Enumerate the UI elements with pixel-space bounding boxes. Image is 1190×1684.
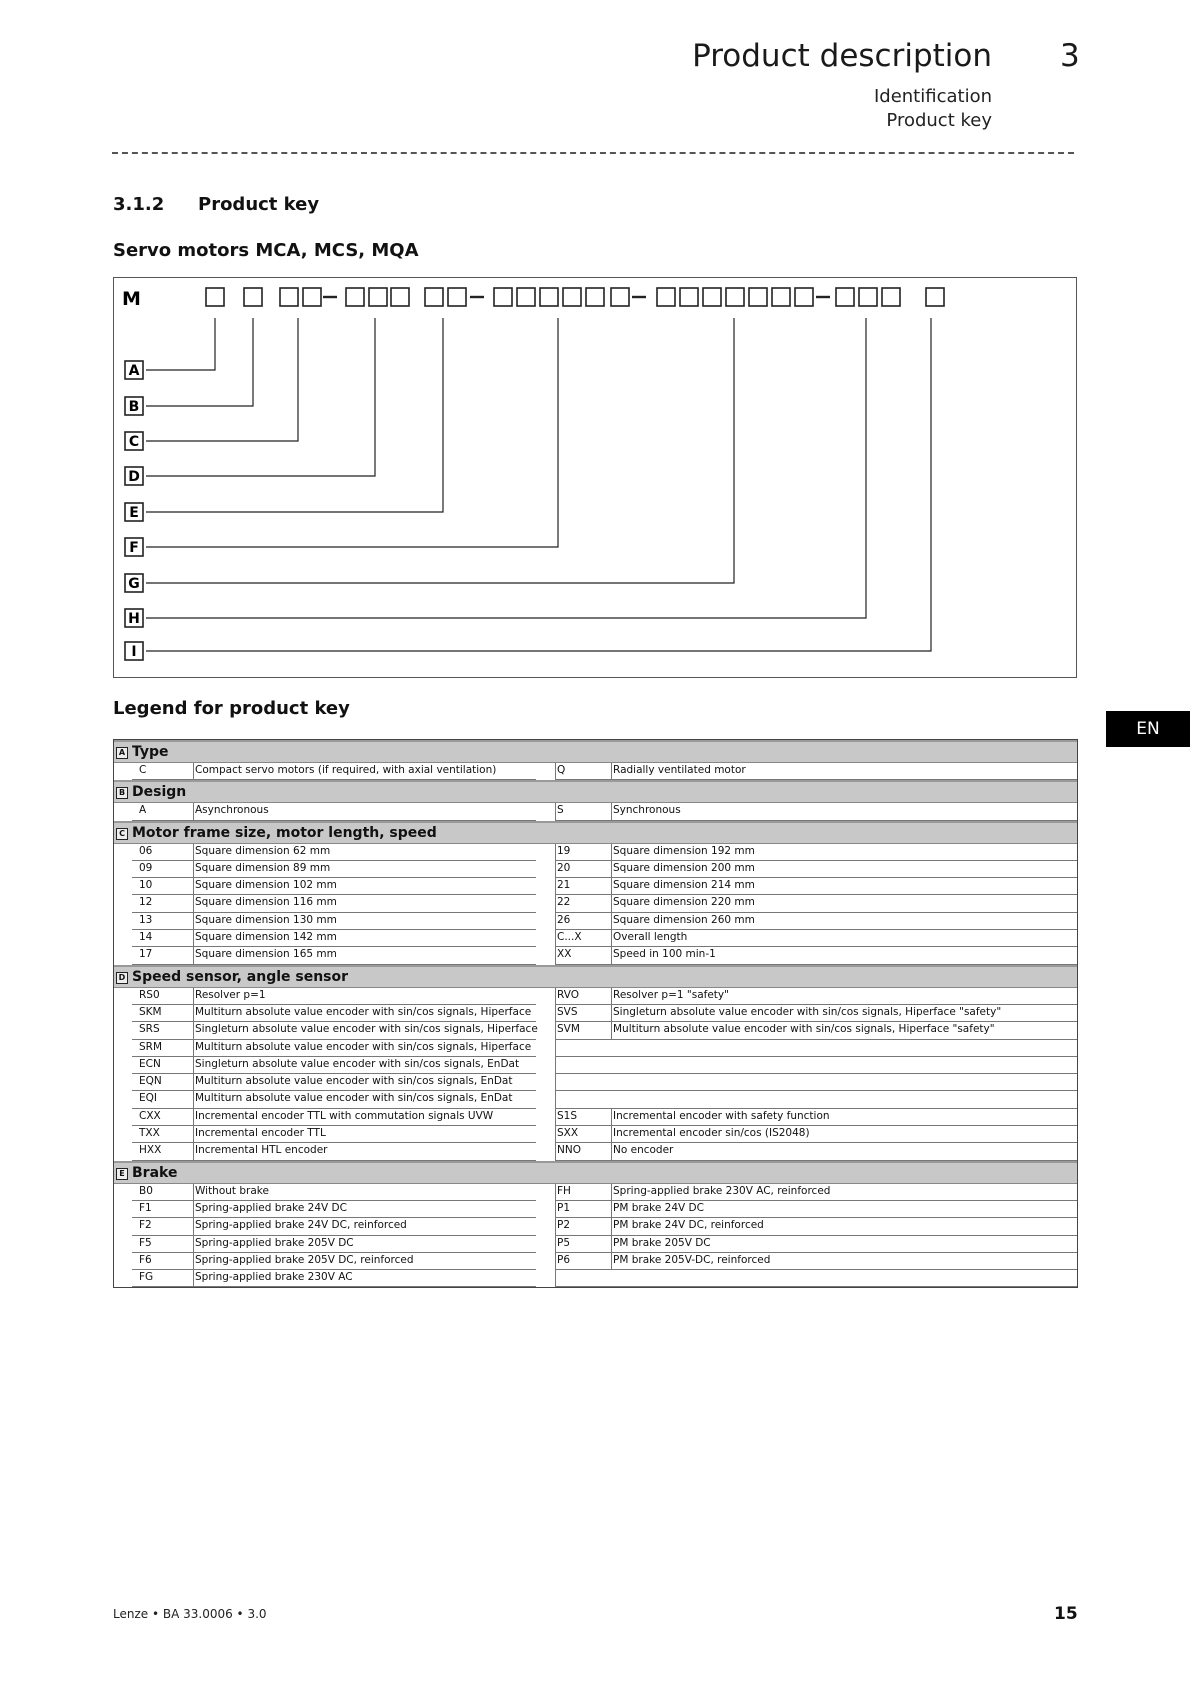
- legend-heading: Legend for product key: [113, 698, 350, 719]
- left-description: Incremental HTL encoder: [195, 1144, 328, 1157]
- cell-rule: [193, 1201, 194, 1218]
- cell-rule: [611, 1236, 612, 1253]
- legend-row: [114, 1184, 1077, 1201]
- key-label-letter: H: [128, 611, 140, 627]
- left-code: 10: [139, 879, 153, 892]
- legend-row: [114, 878, 1077, 895]
- cell-rule: [132, 1286, 536, 1287]
- key-digit-box: [657, 288, 675, 306]
- cell-rule: [611, 930, 612, 947]
- key-label-letter: B: [128, 399, 140, 415]
- cell-rule: [193, 1143, 194, 1160]
- right-code: S: [557, 804, 564, 817]
- left-code: 12: [139, 896, 153, 909]
- header-subtitle-1: Identification: [873, 86, 992, 107]
- cell-rule: [555, 861, 556, 878]
- page-number: 15: [1054, 1604, 1078, 1624]
- right-code: P5: [557, 1236, 571, 1249]
- cell-rule: [611, 1201, 612, 1218]
- cell-rule: [555, 1057, 556, 1074]
- legend-row: [114, 803, 1077, 820]
- key-digit-box: [206, 288, 224, 306]
- key-label-letter: A: [128, 363, 140, 379]
- left-description: Compact servo motors (if required, with axial ventilation): [195, 764, 497, 776]
- right-code: 19: [557, 844, 571, 857]
- left-code: 13: [139, 913, 153, 926]
- product-key-diagram: [113, 277, 1077, 678]
- left-description: Multiturn absolute value encoder with sin/cos signals, EnDat: [195, 1092, 513, 1105]
- cell-rule: [555, 1022, 556, 1039]
- right-code: 22: [557, 896, 571, 909]
- right-description: Square dimension 192 mm: [613, 844, 755, 857]
- key-digit-box: [772, 288, 790, 306]
- left-code: EQN: [139, 1075, 162, 1088]
- key-label-letter: I: [131, 644, 137, 660]
- cell-rule: [555, 947, 556, 964]
- cell-rule: [132, 1160, 536, 1161]
- cell-rule: [611, 988, 612, 1005]
- left-description: Multiturn absolute value encoder with sin/cos signals, Hiperface: [195, 1040, 532, 1053]
- key-label-letter: G: [128, 576, 140, 592]
- right-code: Q: [557, 764, 566, 776]
- legend-row: [114, 1091, 1077, 1108]
- section-letter-badge: C: [116, 828, 128, 840]
- cell-rule: [132, 964, 536, 965]
- right-code: NNO: [557, 1144, 581, 1157]
- key-digit-box: [391, 288, 409, 306]
- key-leader-line: [146, 318, 375, 476]
- key-digit-box: [303, 288, 321, 306]
- cell-rule: [555, 913, 556, 930]
- left-code: SRS: [139, 1023, 160, 1036]
- right-description: PM brake 205V-DC, reinforced: [613, 1253, 771, 1266]
- cell-rule: [555, 1286, 1077, 1287]
- cell-rule: [555, 1040, 556, 1057]
- legend-row: [114, 1005, 1077, 1022]
- left-code: A: [139, 804, 147, 817]
- subheading: Servo motors MCA, MCS, MQA: [113, 240, 419, 261]
- section-title: Brake: [132, 1164, 178, 1181]
- left-code: FG: [139, 1271, 154, 1284]
- right-code: SXX: [557, 1127, 579, 1140]
- legend-row: [114, 1270, 1077, 1287]
- left-description: Spring-applied brake 205V DC: [195, 1236, 354, 1249]
- section-title: Design: [132, 784, 187, 801]
- legend-row: [114, 913, 1077, 930]
- cell-rule: [555, 1201, 556, 1218]
- right-description: Square dimension 200 mm: [613, 861, 755, 874]
- legend-row: [114, 763, 1077, 780]
- right-description: Singleturn absolute value encoder with sin/cos signals, Hiperface "safety": [613, 1005, 1002, 1018]
- cell-rule: [555, 930, 556, 947]
- left-description: Without brake: [195, 1184, 269, 1197]
- right-description: PM brake 205V DC: [613, 1236, 711, 1249]
- cell-rule: [611, 1218, 612, 1235]
- left-description: Spring-applied brake 230V AC: [195, 1271, 353, 1284]
- section-title: Motor frame size, motor length, speed: [132, 824, 437, 841]
- legend-row: [114, 1040, 1077, 1057]
- right-code: 26: [557, 913, 571, 926]
- key-leader-line: [146, 318, 443, 512]
- right-description: Incremental encoder sin/cos (IS2048): [613, 1127, 810, 1140]
- left-code: TXX: [139, 1127, 160, 1140]
- left-description: Square dimension 165 mm: [195, 948, 337, 961]
- key-digit-box: [703, 288, 721, 306]
- cell-rule: [555, 1253, 556, 1270]
- key-leader-line: [146, 318, 734, 583]
- right-description: PM brake 24V DC: [613, 1201, 704, 1214]
- legend-section-header: [114, 740, 1077, 763]
- right-code: P6: [557, 1253, 571, 1266]
- cell-rule: [611, 878, 612, 895]
- cell-rule: [611, 763, 612, 780]
- key-digit-box: [586, 288, 604, 306]
- cell-rule: [611, 1109, 612, 1126]
- key-leader-line: [146, 318, 866, 618]
- legend-row: [114, 861, 1077, 878]
- key-digit-box: [749, 288, 767, 306]
- section-letter-badge: A: [116, 747, 128, 759]
- key-digit-box: [726, 288, 744, 306]
- cell-rule: [132, 779, 536, 780]
- left-code: RS0: [139, 988, 160, 1001]
- cell-rule: [611, 895, 612, 912]
- cell-rule: [193, 878, 194, 895]
- cell-rule: [193, 1040, 194, 1057]
- language-tab[interactable]: EN: [1106, 711, 1190, 747]
- left-code: EQI: [139, 1092, 157, 1105]
- left-description: Asynchronous: [195, 804, 269, 817]
- legend-section-header: [114, 780, 1077, 803]
- cell-rule: [555, 1091, 556, 1108]
- cell-rule: [193, 1005, 194, 1022]
- legend-row: [114, 1236, 1077, 1253]
- left-description: Square dimension 142 mm: [195, 931, 337, 944]
- cell-rule: [193, 1126, 194, 1143]
- left-code: 06: [139, 844, 153, 857]
- cell-rule: [611, 1126, 612, 1143]
- cell-rule: [611, 803, 612, 820]
- product-key-svg: [114, 278, 1078, 679]
- cell-rule: [193, 895, 194, 912]
- cell-rule: [193, 1109, 194, 1126]
- section-number: 3.1.2: [113, 194, 165, 215]
- right-code: P1: [557, 1201, 571, 1214]
- section-title: Product key: [198, 194, 320, 215]
- legend-row: [114, 930, 1077, 947]
- key-label-letter: C: [128, 434, 140, 450]
- cell-rule: [555, 988, 556, 1005]
- cell-rule: [611, 1184, 612, 1201]
- cell-rule: [193, 844, 194, 861]
- cell-rule: [193, 1270, 194, 1287]
- left-description: Spring-applied brake 24V DC, reinforced: [195, 1219, 407, 1232]
- right-description: Speed in 100 min-1: [613, 948, 716, 961]
- left-description: Square dimension 89 mm: [195, 861, 331, 874]
- right-code: XX: [557, 948, 572, 961]
- cell-rule: [193, 1236, 194, 1253]
- cell-rule: [555, 763, 556, 780]
- key-digit-box: [563, 288, 581, 306]
- right-code: 21: [557, 879, 571, 892]
- right-description: PM brake 24V DC, reinforced: [613, 1219, 764, 1232]
- key-digit-box: [425, 288, 443, 306]
- cell-rule: [193, 930, 194, 947]
- left-code: 09: [139, 861, 153, 874]
- cell-rule: [555, 1236, 556, 1253]
- left-description: Spring-applied brake 24V DC: [195, 1201, 347, 1214]
- cell-rule: [611, 844, 612, 861]
- cell-rule: [555, 878, 556, 895]
- cell-rule: [555, 1109, 556, 1126]
- cell-rule: [555, 1126, 556, 1143]
- left-code: F1: [139, 1201, 152, 1214]
- key-digit-box: [280, 288, 298, 306]
- right-description: No encoder: [613, 1144, 674, 1157]
- right-description: Overall length: [613, 931, 688, 944]
- cell-rule: [555, 1218, 556, 1235]
- right-description: Square dimension 260 mm: [613, 913, 755, 926]
- cell-rule: [555, 820, 1077, 821]
- right-description: Multiturn absolute value encoder with sin/cos signals, Hiperface "safety": [613, 1023, 995, 1036]
- key-leader-line: [146, 318, 931, 651]
- key-leader-line: [146, 318, 215, 370]
- left-description: Multiturn absolute value encoder with sin/cos signals, EnDat: [195, 1075, 513, 1088]
- key-digit-box: [836, 288, 854, 306]
- legend-row: [114, 1143, 1077, 1160]
- legend-row: [114, 1126, 1077, 1143]
- section-letter-badge: B: [116, 787, 128, 799]
- key-digit-box: [859, 288, 877, 306]
- right-code: C...X: [557, 931, 582, 944]
- right-code: SVS: [557, 1005, 578, 1018]
- cell-rule: [193, 1022, 194, 1039]
- key-digit-box: [244, 288, 262, 306]
- legend-section-header: [114, 965, 1077, 988]
- cell-rule: [193, 1253, 194, 1270]
- section-letter-badge: D: [116, 972, 128, 984]
- legend-section-header: [114, 1161, 1077, 1184]
- left-description: Spring-applied brake 205V DC, reinforced: [195, 1253, 414, 1266]
- page-title: Product description: [692, 38, 992, 74]
- cell-rule: [193, 1184, 194, 1201]
- right-description: Incremental encoder with safety function: [613, 1109, 830, 1122]
- right-description: Square dimension 214 mm: [613, 879, 755, 892]
- key-digit-box: [540, 288, 558, 306]
- section-title: Type: [132, 744, 169, 760]
- cell-rule: [193, 1091, 194, 1108]
- key-digit-box: [680, 288, 698, 306]
- cell-rule: [555, 1160, 1077, 1161]
- footer-doc-id: Lenze • BA 33.0006 • 3.0: [113, 1607, 267, 1621]
- left-code: B0: [139, 1184, 153, 1197]
- legend-row: [114, 895, 1077, 912]
- cell-rule: [132, 820, 536, 821]
- left-code: 17: [139, 948, 153, 961]
- key-digit-box: [611, 288, 629, 306]
- legend-row: [114, 1074, 1077, 1091]
- key-digit-box: [926, 288, 944, 306]
- legend-row: [114, 1109, 1077, 1126]
- cell-rule: [611, 1005, 612, 1022]
- legend-row: [114, 1022, 1077, 1039]
- legend-row: [114, 844, 1077, 861]
- right-description: Radially ventilated motor: [613, 764, 746, 776]
- left-description: Incremental encoder TTL: [195, 1127, 326, 1140]
- cell-rule: [555, 1074, 556, 1091]
- legend-row: [114, 947, 1077, 964]
- right-code: FH: [557, 1184, 571, 1197]
- legend-row: [114, 1253, 1077, 1270]
- key-leader-line: [146, 318, 558, 547]
- right-description: Spring-applied brake 230V AC, reinforced: [613, 1184, 831, 1197]
- left-description: Multiturn absolute value encoder with sin/cos signals, Hiperface: [195, 1005, 532, 1018]
- right-description: Synchronous: [613, 804, 681, 817]
- header-subtitle-2: Product key: [886, 110, 992, 131]
- legend-section-header: [114, 821, 1077, 844]
- key-digit-box: [369, 288, 387, 306]
- left-description: Square dimension 130 mm: [195, 913, 337, 926]
- cell-rule: [555, 1184, 556, 1201]
- cell-rule: [193, 861, 194, 878]
- legend-row: [114, 1201, 1077, 1218]
- left-description: Resolver p=1: [195, 988, 266, 1001]
- right-code: SVM: [557, 1023, 580, 1036]
- key-label-letter: E: [129, 505, 139, 521]
- cell-rule: [193, 1218, 194, 1235]
- left-description: Square dimension 62 mm: [195, 844, 331, 857]
- cell-rule: [555, 1270, 556, 1287]
- key-prefix: M: [122, 288, 141, 310]
- key-label-letter: F: [129, 540, 139, 556]
- cell-rule: [193, 763, 194, 780]
- left-code: F6: [139, 1253, 152, 1266]
- header-divider: [112, 152, 1074, 154]
- left-code: ECN: [139, 1057, 161, 1070]
- left-code: F2: [139, 1219, 152, 1232]
- key-digit-box: [346, 288, 364, 306]
- cell-rule: [611, 1143, 612, 1160]
- left-description: Singleturn absolute value encoder with sin/cos signals, Hiperface: [195, 1023, 538, 1036]
- left-code: SKM: [139, 1005, 162, 1018]
- cell-rule: [193, 1057, 194, 1074]
- cell-rule: [555, 803, 556, 820]
- key-leader-line: [146, 318, 253, 406]
- left-description: Square dimension 116 mm: [195, 896, 337, 909]
- cell-rule: [555, 1005, 556, 1022]
- section-letter-badge: E: [116, 1168, 128, 1180]
- cell-rule: [193, 988, 194, 1005]
- key-digit-box: [517, 288, 535, 306]
- legend-row: [114, 1057, 1077, 1074]
- left-code: CXX: [139, 1109, 161, 1122]
- cell-rule: [555, 844, 556, 861]
- left-code: 14: [139, 931, 153, 944]
- key-label-letter: D: [128, 469, 140, 485]
- cell-rule: [193, 1074, 194, 1091]
- cell-rule: [193, 947, 194, 964]
- cell-rule: [193, 803, 194, 820]
- cell-rule: [555, 1143, 556, 1160]
- legend-row: [114, 988, 1077, 1005]
- key-digit-box: [882, 288, 900, 306]
- left-code: HXX: [139, 1144, 162, 1157]
- right-code: 20: [557, 861, 571, 874]
- left-description: Incremental encoder TTL with commutation signals UVW: [195, 1109, 494, 1122]
- key-digit-box: [795, 288, 813, 306]
- left-code: SRM: [139, 1040, 163, 1053]
- right-code: RVO: [557, 988, 579, 1001]
- left-code: C: [139, 764, 147, 776]
- left-description: Singleturn absolute value encoder with sin/cos signals, EnDat: [195, 1057, 520, 1070]
- key-digit-box: [448, 288, 466, 306]
- cell-rule: [611, 861, 612, 878]
- chapter-number: 3: [1060, 38, 1080, 74]
- cell-rule: [555, 779, 1077, 780]
- cell-rule: [193, 913, 194, 930]
- cell-rule: [555, 964, 1077, 965]
- key-digit-box: [494, 288, 512, 306]
- right-description: Square dimension 220 mm: [613, 896, 755, 909]
- left-description: Square dimension 102 mm: [195, 879, 337, 892]
- cell-rule: [611, 913, 612, 930]
- right-description: Resolver p=1 "safety": [613, 988, 729, 1001]
- legend-table: [113, 739, 1078, 1288]
- legend-row: [114, 1218, 1077, 1235]
- section-title: Speed sensor, angle sensor: [132, 968, 349, 985]
- cell-rule: [611, 1022, 612, 1039]
- left-code: F5: [139, 1236, 152, 1249]
- cell-rule: [555, 895, 556, 912]
- key-leader-line: [146, 318, 298, 441]
- cell-rule: [611, 1253, 612, 1270]
- right-code: S1S: [557, 1109, 578, 1122]
- cell-rule: [611, 947, 612, 964]
- right-code: P2: [557, 1219, 571, 1232]
